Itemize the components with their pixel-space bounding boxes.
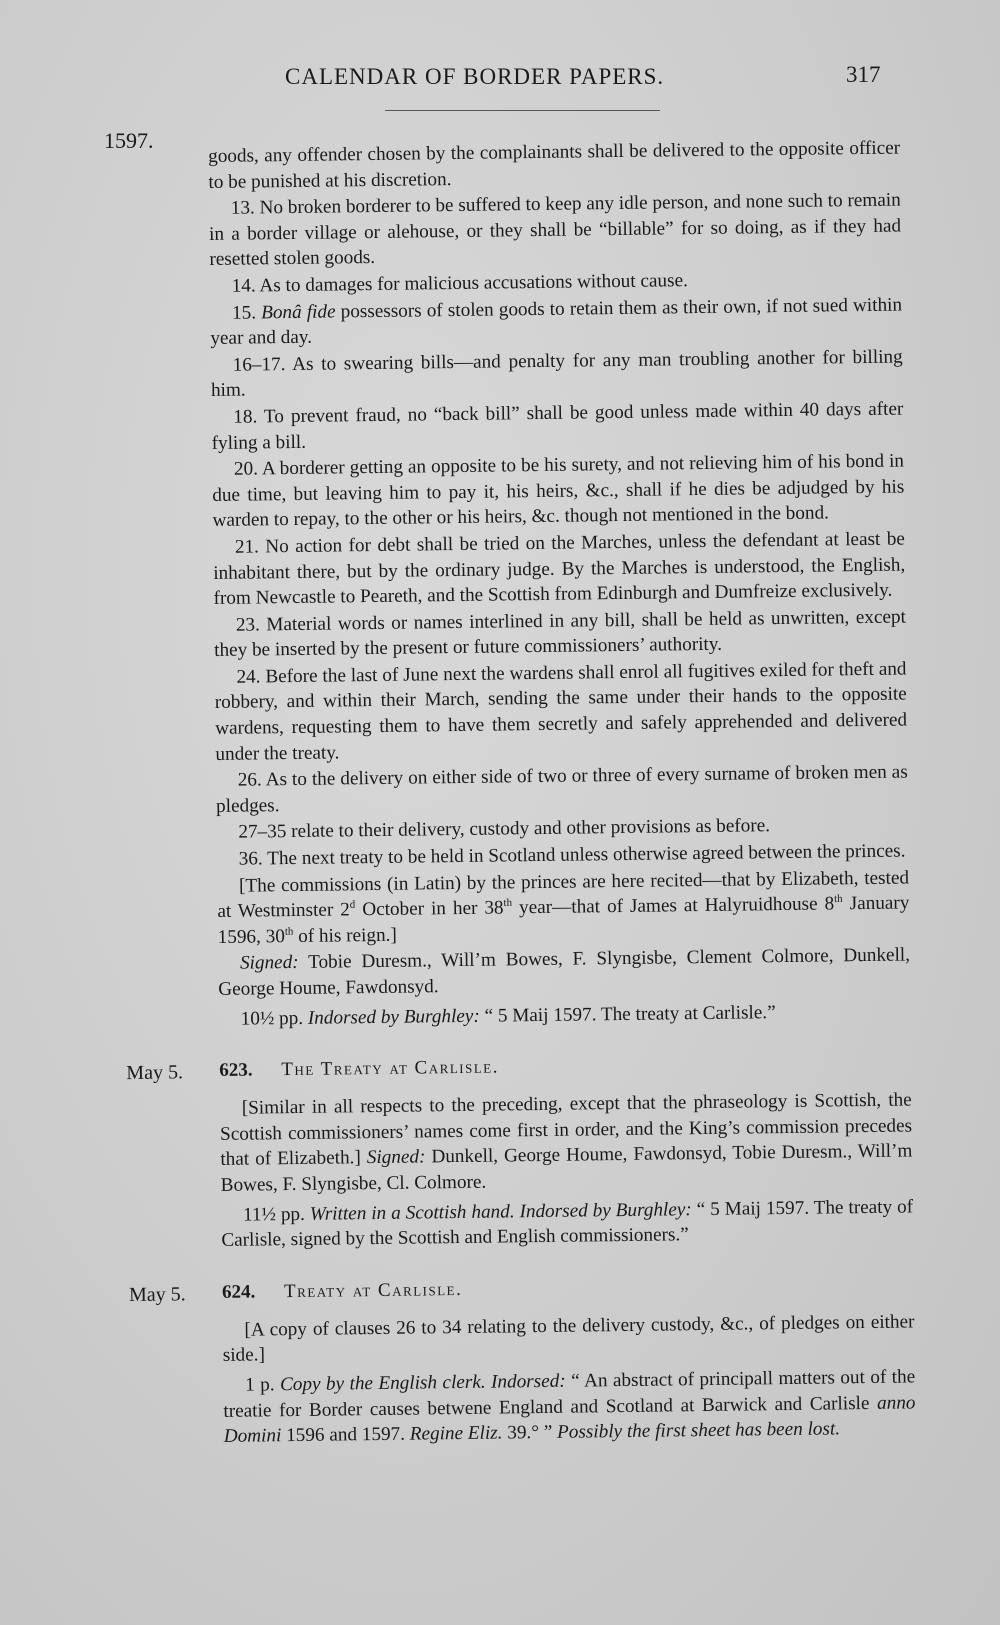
- entry-heading: [128, 1271, 914, 1309]
- entry-number: 624.: [221, 1281, 256, 1303]
- endorsement: [219, 998, 911, 1032]
- page-count: 1 p.: [245, 1374, 275, 1396]
- signatory-names: Tobie Duresm., Will’m Bowes, F. Slyngisbe, Clement Colmore, Dunkell, George Houme, Fawdonsyd.: [218, 944, 911, 1000]
- entry-heading: [126, 1050, 911, 1088]
- entry-note: 1 p. Copy by the English clerk. Indorsed: “ An abstract of principall matters out of the treatie for Border causes betwene England and Scotland at Barwick and Carlisle anno Domini 1596 and 1597. Regine Eliz. 39.° ” Possibly the first sheet has been lost.: [223, 1366, 916, 1448]
- paragraph-15: [210, 292, 903, 352]
- paragraph: 20. A borderer getting an opposite to be his surety, and not relieving him of his bond in due time, but leaving him to pay it, his heirs, &c., shall if he dies be adjudged by his warden to repay, to the other or his heirs, &c. though not mentioned in the bond.: [212, 450, 905, 532]
- note-text: “ An abstract of principall matters out of the treatie for Border causes betwene England and Scotland at Barwick and Carlisle: [223, 1366, 916, 1422]
- entry-date: May 5.: [126, 1061, 184, 1085]
- entry-summary: [Similar in all respects to the preceding, except that the phraseology is Scottish, the Scottish commissioners’ names come first in order, and the King’s commission precedes that of Elizabeth.] Signed: Dunkell, George Houme, Fawdonsyd, Tobie Duresm., Will’m Bowes, F. Slyngisbe, Cl. Colmore.: [219, 1089, 913, 1196]
- page-count: 10½ pp.: [240, 1007, 304, 1030]
- paragraph: 36. The next treaty to be held in Scotland unless otherwise agreed between the princes.: [238, 840, 906, 870]
- note-text: “ 5 Maij 1597. The treaty of Carlisle, signed by the Scottish and English commissioners.”: [221, 1196, 914, 1252]
- entry-body: [222, 1309, 916, 1449]
- paragraph: goods, any offender chosen by the complainants shall be delivered to the opposite officer to be punished at his discretion.: [208, 137, 901, 193]
- signed-label: Signed:: [366, 1146, 426, 1169]
- signed-label: Signed:: [239, 952, 299, 975]
- paragraph: 21. No action for debt shall be tried on the Marches, unless the defendant at least be inhabitant there, but by the ordinary judge. By the Marches is understood, the English, from Newcastle to Peareth, and the Scottish from Edinburgh and Dumfreize exclusively.: [213, 528, 906, 610]
- italic-phrase: Bonâ fide: [261, 301, 336, 323]
- page-number: 317: [846, 62, 881, 87]
- calendar-entry-624: [128, 1271, 916, 1449]
- paragraph: 14. As to damages for malicious accusations without cause.: [231, 270, 688, 297]
- margin-year: 1597.: [104, 128, 154, 153]
- clause-number: 15.: [231, 301, 257, 324]
- paragraph: 23. Material words or names interlined in any bill, shall be held as unwritten, except they be inserted by the present or future commissioners’ authority.: [214, 606, 906, 662]
- running-title: CALENDAR OF BORDER PAPERS.: [285, 64, 665, 89]
- calendar-entry-623: [126, 1050, 914, 1254]
- note-label: Written in a Scottish hand. Indorsed by Burghley:: [309, 1198, 692, 1225]
- entry-title: Treaty at Carlisle.: [283, 1278, 463, 1302]
- entry-note: [221, 1194, 914, 1254]
- note-label: Copy by the English clerk. Indorsed:: [279, 1370, 566, 1396]
- entry-body: [220, 1088, 914, 1254]
- paragraph: 26. As to the delivery on either side of two or three of every surname of broken men as pledges.: [215, 761, 908, 817]
- endorsement-label: Indorsed by Burghley:: [307, 1005, 480, 1029]
- paragraph: 13. No broken borderer to be suffered to keep any idle person, and none such to remain in a border village or alehouse, or they shall be “billable” for so doing, as if they had resetted stolen goods.: [208, 189, 902, 271]
- entry-date: May 5.: [128, 1283, 186, 1306]
- paragraph: 18. To prevent fraud, no “back bill” shall be good unless made within 40 days after fyling a bill.: [211, 398, 904, 454]
- clause-text: possessors of stolen goods to retain them as their own, if not sued within year and day.: [210, 294, 903, 350]
- paragraph: 16–17. As to swearing bills—and penalty for any man troubling another for billing him.: [210, 346, 903, 402]
- body-text: [126, 136, 916, 1451]
- entry-title: The Treaty at Carlisle.: [281, 1056, 500, 1081]
- entry-number: 623.: [219, 1059, 253, 1082]
- signatories: [218, 943, 911, 1003]
- paragraph: 24. Before the last of June next the wardens shall enrol all fugitives exiled for theft and robbery, and within their March, sending the same under their hands to the opposite wardens, requesting them to have them secretly and safely apprehended and delivered under the treaty.: [214, 658, 908, 765]
- paragraph: 27–35 relate to their delivery, custody and other provisions as before.: [238, 815, 771, 844]
- entry-summary: [A copy of clauses 26 to 34 relating to the delivery custody, &c., of pledges on either side.]: [222, 1311, 915, 1367]
- final-remark: Possibly the first sheet has been lost.: [556, 1418, 841, 1443]
- endorsement-text: “ 5 Maij 1597. The treaty at Carlisle.”: [484, 1001, 776, 1027]
- commissions-note: [The commissions (in Latin) by the princes are here recited—that by Elizabeth, tested at Westminster 2$^d$ October in her 38th year—that of James at Halyruidhouse 8th January 1596, 30th of his reign.]: [217, 867, 910, 948]
- header-rule: [385, 110, 660, 111]
- page-count: 11½ pp.: [242, 1203, 306, 1226]
- page-header: [0, 62, 1000, 102]
- signatory-names: Dunkell, George Houme, Fawdonsyd, Tobie Duresm., Will’m Bowes, F. Slyngisbe, Cl. Colmore.: [220, 1140, 913, 1196]
